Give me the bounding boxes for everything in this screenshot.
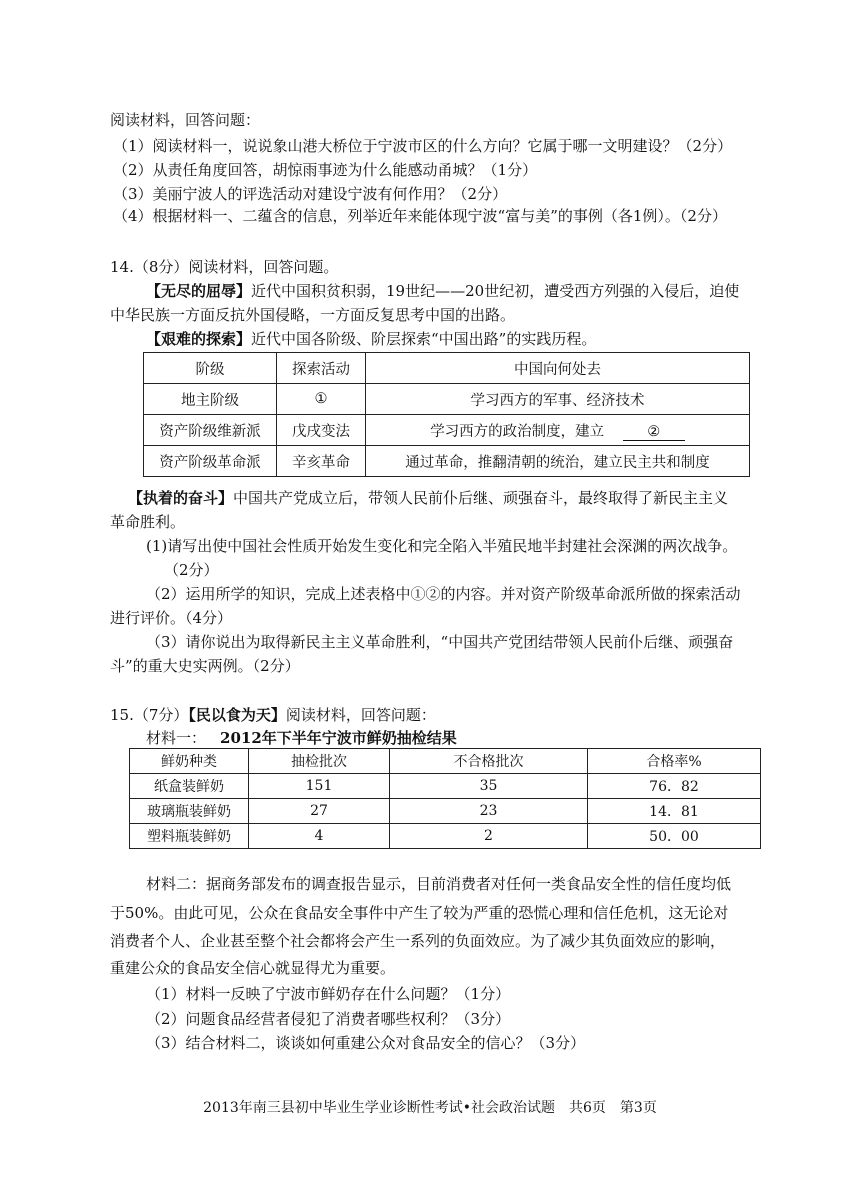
q14-sub3-line2: 斗”的重大史实两例。（2分）: [110, 657, 300, 675]
table-row: [130, 774, 761, 799]
q15-sub1: （1）材料一反映了宁波市鲜奶存在什么问题？（1分）: [146, 985, 511, 1003]
q14-para1-line2: 中华民族一方面反抗外国侵略，一方面反复思考中国的出路。: [110, 306, 516, 324]
q14-tag-exploration: 【艰难的探索】: [146, 330, 252, 348]
table-cell: 纸盒装鲜奶: [130, 774, 249, 799]
table-cell: 地主阶级: [144, 384, 277, 415]
table-cell: 151: [249, 774, 390, 799]
q14-para1-line1: 【无尽的屈辱】近代中国积贫积弱，19世纪——20世纪初，遭受西方列强的入侵后，迫使: [146, 282, 740, 300]
table-cell: 27: [249, 799, 390, 824]
table-cell: 2: [390, 824, 588, 849]
q15-material2-line1: 材料二：据商务部发布的调查报告显示，目前消费者对任何一类食品安全性的信任度均低: [146, 875, 732, 893]
table-header-cell: 探索活动: [277, 353, 366, 384]
table-cell: 76．82: [588, 774, 761, 799]
q14-tag-humiliation: 【无尽的屈辱】: [146, 282, 252, 300]
q14-para3-line1: 【执着的奋斗】中国共产党成立后，带领人民前仆后继、顽强奋斗，最终取得了新民主主义: [128, 489, 729, 507]
answer-blank[interactable]: ②: [623, 424, 685, 441]
q15-sub3: （3）结合材料二，谈谈如何重建公众对食品安全的信心？（3分）: [146, 1034, 586, 1052]
q15-tag: 【民以食为天】: [188, 706, 286, 724]
table-header-cell: 鲜奶种类: [130, 749, 249, 774]
table-header-cell: 阶级: [144, 353, 277, 384]
q13-sub1: （1）阅读材料一，说说象山港大桥位于宁波市区的什么方向？它属于哪一文明建设？（2分）: [113, 137, 733, 155]
q14-heading: 14.（8分）阅读材料，回答问题。: [110, 258, 339, 276]
q13-sub4: （4）根据材料一、二蕴含的信息，列举近年来能体现宁波“富与美”的事例（各1例）。（2分）: [113, 207, 727, 225]
table-cell: 辛亥革命: [277, 446, 366, 477]
table-cell: 玻璃瓶装鲜奶: [130, 799, 249, 824]
q15-table: [129, 748, 761, 849]
q15-material2-line2: 于50%。由此可见，公众在食品安全事件中产生了较为严重的恐慌心理和信任危机，这无论对: [110, 904, 729, 922]
table-row: [144, 446, 750, 477]
table-cell: 50．00: [588, 824, 761, 849]
q15-material1-title: 2012年下半年宁波市鲜奶抽检结果: [220, 729, 457, 747]
q14-tag-struggle: 【执着的奋斗】: [128, 489, 234, 507]
table-row: [144, 384, 750, 415]
q13-intro: 阅读材料，回答问题：: [110, 111, 261, 129]
table-cell: 通过革命，推翻清朝的统治，建立民主共和制度: [366, 446, 750, 477]
table-cell: ①: [277, 384, 366, 415]
table-header-row: [144, 353, 750, 384]
q15-material2-line3: 消费者个人、企业甚至整个社会都将会产生一系列的负面效应。为了减少其负面效应的影响，: [110, 932, 726, 950]
table-cell: 35: [390, 774, 588, 799]
q14-table: [143, 352, 750, 477]
table-row: [144, 415, 750, 446]
q15-sub2: （2）问题食品经营者侵犯了消费者哪些权利？（3分）: [146, 1010, 511, 1028]
q13-sub3: （3）美丽宁波人的评选活动对建设宁波有何作用？（2分）: [113, 185, 508, 203]
table-row: [130, 824, 761, 849]
q14-sub1-line1: (1)请写出使中国社会性质开始发生变化和完全陷入半殖民地半封建社会深渊的两次战争。: [146, 537, 738, 555]
q15-heading: 15.（7分）【民以食为天】阅读材料，回答问题：: [110, 706, 436, 724]
q15-material1-label: 材料一： 2012年下半年宁波市鲜奶抽检结果: [146, 729, 457, 747]
q14-sub2-line2: 进行评价。（4分）: [110, 609, 233, 627]
q14-sub2-line1: （2）运用所学的知识，完成上述表格中①②的内容。并对资产阶级革命派所做的探索活动: [146, 585, 741, 603]
table-cell: 学习西方的军事、经济技术: [366, 384, 750, 415]
q14-para2: 【艰难的探索】近代中国各阶级、阶层探索“中国出路”的实践历程。: [146, 330, 597, 348]
table-header-cell: 中国向何处去: [366, 353, 750, 384]
table-cell: 戊戌变法: [277, 415, 366, 446]
table-header-cell: 不合格批次: [390, 749, 588, 774]
table-cell: 14．81: [588, 799, 761, 824]
table-cell: 塑料瓶装鲜奶: [130, 824, 249, 849]
q15-material2-line4: 重建公众的食品安全信心就显得尤为重要。: [110, 959, 396, 977]
table-cell: 资产阶级革命派: [144, 446, 277, 477]
table-cell: 资产阶级维新派: [144, 415, 277, 446]
q14-para3-line2: 革命胜利。: [110, 513, 186, 531]
table-header-cell: 抽检批次: [249, 749, 390, 774]
page-footer: 2013年南三县初中毕业生学业诊断性考试•社会政治试题 共6页 第3页: [203, 1100, 657, 1116]
table-cell: 23: [390, 799, 588, 824]
table-cell: 学习西方的政治制度，建立 ②: [366, 415, 750, 446]
q13-sub2: （2）从责任角度回答，胡惊雨事迹为什么能感动甬城？（1分）: [113, 161, 538, 179]
table-header-row: [130, 749, 761, 774]
q14-sub1-line2: （2分）: [164, 561, 219, 579]
table-row: [130, 799, 761, 824]
table-cell: 4: [249, 824, 390, 849]
table-header-cell: 合格率%: [588, 749, 761, 774]
q14-sub3-line1: （3）请你说出为取得新民主主义革命胜利，“中国共产党团结带领人民前仆后继、顽强奋: [146, 633, 734, 651]
